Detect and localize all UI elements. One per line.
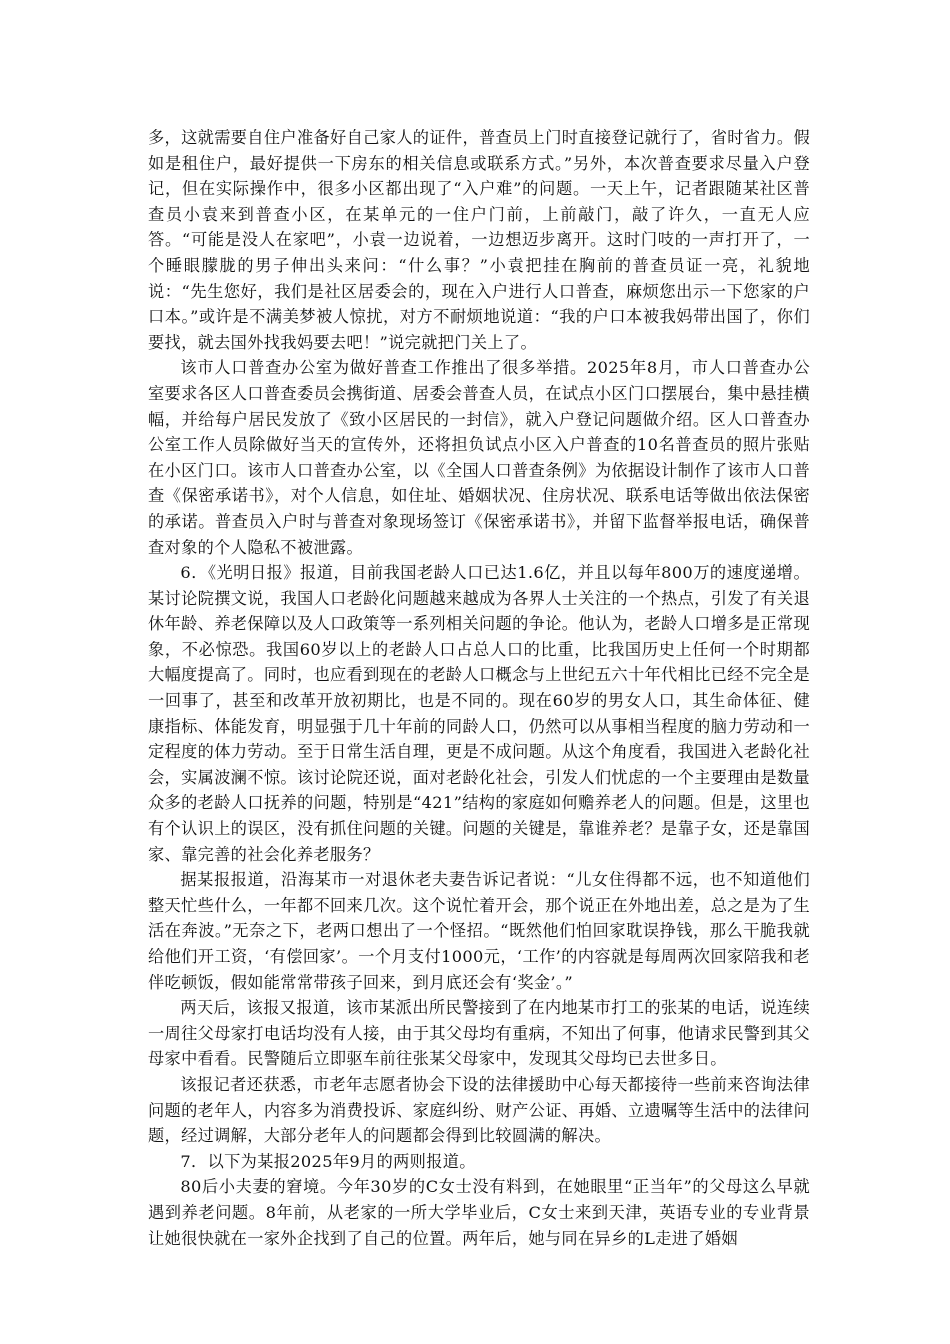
document-body	[148, 125, 810, 1251]
paragraph-police-report: 两天后，该报又报道，该市某派出所民警接到了在内地某市打工的张某的电话，说连续一周往父母家打电话均没有人接，由于其父母均有重病，不知出了何事，他请求民警到其父母家中看看。民警随后立即驱车前往张某父母家中，发现其父母均已去世多日。	[148, 998, 810, 1069]
paragraph-couple-dilemma: 80后小夫妻的窘境。今年30岁的C女士没有料到，在她眼里“正当年”的父母这么早就遇到养老问题。8年前，从老家的一所大学毕业后，C女士来到天津，英语专业的专业背景让她很快就在一家外企找到了自己的位置。两年后，她与同在异乡的L走进了婚姻	[148, 1177, 810, 1248]
paragraph-item-6-aging: 6．《光明日报》报道，目前我国老龄人口已达1.6亿，并且以每年800万的速度递增。某讨论院撰文说，我国人口老龄化问题越来越成为各界人士关注的一个热点，引发了有关退休年龄、养老保障以及人口政策等一系列相关问题的争论。他认为，老龄人口增多是正常现象，不必惊恐。我国60岁以上的老龄人口占总人口的比重，比我国历史上任何一个时期都大幅度提高了。同时，也应看到现在的老龄人口概念与上世纪五六十年代相比已经不完全是一回事了，甚至和改革开放初期比，也是不同的。现在60岁的男女人口，其生命体征、健康指标、体能发育，明显强于几十年前的同龄人口，仍然可以从事相当程度的脑力劳动和一定程度的体力劳动。至于日常生活自理，更是不成问题。从这个角度看，我国进入老龄化社会，实属波澜不惊。该讨论院还说，面对老龄化社会，引发人们忧虑的一个主要理由是数量众多的老龄人口抚养的问题，特别是“421”结构的家庭如何赡养老人的问题。但是，这里也有个认识上的误区，没有抓住问题的关键。问题的关键是，靠谁养老？是靠子女，还是靠国家、靠完善的社会化养老服务？	[148, 563, 810, 864]
paragraph-census-visit: 多，这就需要自住户准备好自己家人的证件，普查员上门时直接登记就行了，省时省力。假如是租住户，最好提供一下房东的相关信息或联系方式。”另外，本次普查要求尽量入户登记，但在实际操作中，很多小区都出现了“入户难”的问题。一天上午，记者跟随某社区普查员小袁来到普查小区，在某单元的一住户门前，上前敲门，敲了许久，一直无人应答。“可能是没人在家吧”，小袁一边说着，一边想迈步离开。这时门吱的一声打开了，一个睡眼朦胧的男子伸出头来问：“什么事？”小袁把挂在胸前的普查员证一亮，礼貌地说：“先生您好，我们是社区居委会的，现在入户进行人口普查，麻烦您出示一下您家的户口本。”或许是不满美梦被人惊扰，对方不耐烦地说道：“我的户口本被我妈带出国了，你们要找，就去国外找我妈要去吧！”说完就把门关上了。	[148, 128, 810, 352]
paragraph-paid-visits: 据某报报道，沿海某市一对退休老夫妻告诉记者说：“儿女住得都不远，也不知道他们整天忙些什么，一年都不回来几次。这个说忙着开会，那个说正在外地出差，总之是为了生活在奔波。”无奈之下，老两口想出了一个怪招。“既然他们怕回家耽误挣钱，那么干脆我就给他们开工资，‘有偿回家’。一个月支付1000元，‘工作’的内容就是每周两次回家陪我和老伴吃顿饭，假如能常常带孩子回来，到月底还会有‘奖金’。”	[148, 870, 810, 992]
paragraph-item-7-intro: 7．以下为某报2025年9月的两则报道。	[180, 1151, 476, 1171]
paragraph-census-measures: 该市人口普查办公室为做好普查工作推出了很多举措。2025年8月，市人口普查办公室要求各区人口普查委员会携街道、居委会普查人员，在试点小区门口摆展台，集中悬挂横幅，并给每户居民发放了《致小区居民的一封信》，就入户登记问题做介绍。区人口普查办公室工作人员除做好当天的宣传外，还将担负试点小区入户普查的10名普查员的照片张贴在小区门口。该市人口普查办公室，以《全国人口普查条例》为依据设计制作了该市人口普查《保密承诺书》，对个人信息，如住址、婚姻状况、住房状况、联系电话等做出依法保密的承诺。普查员入户时与普查对象现场签订《保密承诺书》，并留下监督举报电话，确保普查对象的个人隐私不被泄露。	[148, 358, 810, 557]
paragraph-legal-aid: 该报记者还获悉，市老年志愿者协会下设的法律援助中心每天都接待一些前来咨询法律问题的老年人，内容多为消费投诉、家庭纠纷、财产公证、再婚、立遗嘱等生活中的法律问题，经过调解，大部分老年人的问题都会得到比较圆满的解决。	[148, 1074, 810, 1146]
